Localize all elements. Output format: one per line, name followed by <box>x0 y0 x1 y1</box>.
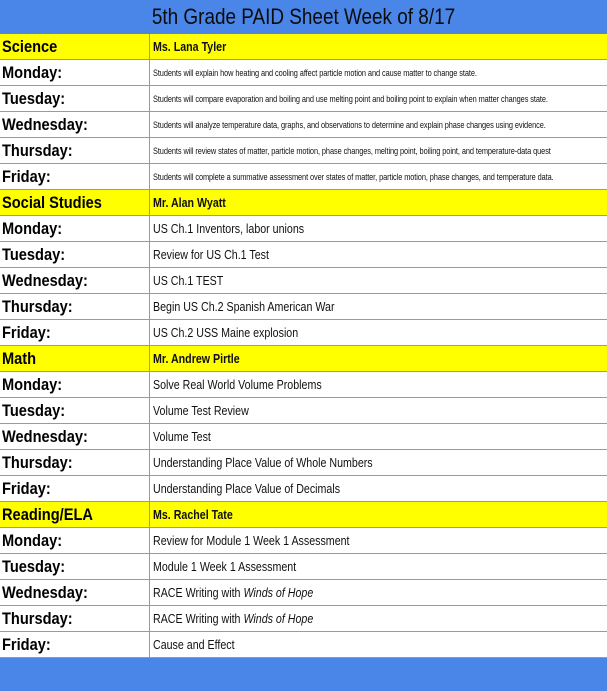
day-row <box>0 242 607 268</box>
lesson-text-wrap <box>153 585 313 600</box>
lesson-text: Review for Module 1 Week 1 Assessment <box>153 533 350 548</box>
day-label[interactable] <box>0 424 150 449</box>
subject-text: Social Studies <box>2 192 102 212</box>
day-text: Monday: <box>2 218 63 238</box>
teacher-name[interactable] <box>150 346 607 371</box>
day-row <box>0 268 607 294</box>
teacher-text: Ms. Rachel Tate <box>153 507 233 522</box>
day-row <box>0 112 607 138</box>
day-text: Thursday: <box>2 452 73 472</box>
lesson-text-wrap <box>153 403 249 418</box>
lesson-cell[interactable] <box>150 528 607 553</box>
lesson-cell[interactable] <box>150 554 607 579</box>
lesson-text: Volume Test Review <box>153 403 249 418</box>
lesson-text: Students will review states of matter, particle motion, phase changes, melting point, boiling point, and temperature-data quest <box>153 145 551 156</box>
day-text: Thursday: <box>2 140 73 160</box>
lesson-text: Module 1 Week 1 Assessment <box>153 559 297 574</box>
lesson-cell[interactable] <box>150 60 607 85</box>
subject-label[interactable] <box>0 190 150 215</box>
lesson-text: Understanding Place Value of Decimals <box>153 481 341 496</box>
lesson-cell[interactable] <box>150 294 607 319</box>
day-text: Wednesday: <box>2 426 88 446</box>
schedule-grid <box>0 34 607 658</box>
lesson-cell[interactable] <box>150 450 607 475</box>
lesson-text-wrap <box>153 481 340 496</box>
day-label[interactable] <box>0 60 150 85</box>
teacher-text: Ms. Lana Tyler <box>153 39 227 54</box>
day-text: Tuesday: <box>2 88 66 108</box>
day-text: Monday: <box>2 374 63 394</box>
day-label[interactable] <box>0 268 150 293</box>
teacher-text: Mr. Alan Wyatt <box>153 195 226 210</box>
lesson-text: Students will analyze temperature data, graphs, and observations to determine and explain phase changes using evidence. <box>153 119 546 130</box>
day-text: Wednesday: <box>2 582 88 602</box>
day-row <box>0 424 607 450</box>
day-row <box>0 86 607 112</box>
lesson-cell[interactable] <box>150 138 607 163</box>
day-label[interactable] <box>0 476 150 501</box>
day-text: Monday: <box>2 530 63 550</box>
day-label[interactable] <box>0 372 150 397</box>
lesson-text: RACE Writing with <box>153 611 244 626</box>
day-text: Tuesday: <box>2 556 66 576</box>
section-header-row <box>0 190 607 216</box>
day-text: Friday: <box>2 166 51 186</box>
lesson-cell[interactable] <box>150 86 607 111</box>
day-row <box>0 554 607 580</box>
lesson-text: Begin US Ch.2 Spanish American War <box>153 299 335 314</box>
lesson-text-wrap <box>153 325 298 340</box>
day-text: Thursday: <box>2 608 73 628</box>
book-title: Winds of Hope <box>243 585 314 600</box>
section-header-row <box>0 34 607 60</box>
day-row <box>0 164 607 190</box>
day-label[interactable] <box>0 242 150 267</box>
section-header-row <box>0 502 607 528</box>
lesson-cell[interactable] <box>150 320 607 345</box>
lesson-text-wrap <box>153 221 304 236</box>
day-label[interactable] <box>0 450 150 475</box>
lesson-cell[interactable] <box>150 398 607 423</box>
day-label[interactable] <box>0 320 150 345</box>
day-label[interactable] <box>0 580 150 605</box>
day-label[interactable] <box>0 632 150 657</box>
lesson-cell[interactable] <box>150 164 607 189</box>
lesson-text-wrap <box>153 94 548 104</box>
day-row <box>0 450 607 476</box>
lesson-text: Students will compare evaporation and boiling and use melting point and boiling point to explain when matter changes state. <box>153 93 548 104</box>
lesson-cell[interactable] <box>150 476 607 501</box>
day-label[interactable] <box>0 112 150 137</box>
lesson-cell[interactable] <box>150 112 607 137</box>
sheet-title: 5th Grade PAID Sheet Week of 8/17 <box>42 0 564 34</box>
teacher-name[interactable] <box>150 502 607 527</box>
lesson-text-wrap <box>153 273 223 288</box>
lesson-text: US Ch.2 USS Maine explosion <box>153 325 299 340</box>
lesson-text: Understanding Place Value of Whole Numbers <box>153 455 373 470</box>
lesson-text: Review for US Ch.1 Test <box>153 247 269 262</box>
day-row <box>0 580 607 606</box>
lesson-text: Students will explain how heating and cooling affect particle motion and cause matter to change state. <box>153 67 477 78</box>
subject-label[interactable] <box>0 34 150 59</box>
lesson-text-wrap <box>153 247 269 262</box>
day-text: Wednesday: <box>2 270 88 290</box>
day-row <box>0 606 607 632</box>
day-label[interactable] <box>0 554 150 579</box>
lesson-cell[interactable] <box>150 268 607 293</box>
day-row <box>0 372 607 398</box>
lesson-cell[interactable] <box>150 242 607 267</box>
day-text: Friday: <box>2 322 51 342</box>
section-header-row <box>0 346 607 372</box>
teacher-name[interactable] <box>150 190 607 215</box>
day-text: Monday: <box>2 62 63 82</box>
lesson-text-wrap <box>153 559 296 574</box>
lesson-cell[interactable] <box>150 216 607 241</box>
day-row <box>0 138 607 164</box>
lesson-text: Volume Test <box>153 429 211 444</box>
subject-label[interactable] <box>0 346 150 371</box>
footer-bar <box>0 658 607 691</box>
day-text: Wednesday: <box>2 114 88 134</box>
day-text: Thursday: <box>2 296 73 316</box>
day-label[interactable] <box>0 138 150 163</box>
lesson-text-wrap <box>153 377 322 392</box>
lesson-text: US Ch.1 Inventors, labor unions <box>153 221 305 236</box>
lesson-text-wrap <box>153 146 551 156</box>
day-label[interactable] <box>0 606 150 631</box>
day-label[interactable] <box>0 86 150 111</box>
day-row <box>0 294 607 320</box>
teacher-name[interactable] <box>150 34 607 59</box>
lesson-text-wrap <box>153 299 335 314</box>
day-text: Tuesday: <box>2 244 66 264</box>
lesson-text-wrap <box>153 533 350 548</box>
day-row <box>0 476 607 502</box>
lesson-text-wrap <box>153 120 546 130</box>
day-text: Friday: <box>2 634 51 654</box>
lesson-cell[interactable] <box>150 606 607 631</box>
day-label[interactable] <box>0 164 150 189</box>
day-row <box>0 398 607 424</box>
lesson-text-wrap <box>153 455 373 470</box>
day-label[interactable] <box>0 216 150 241</box>
lesson-text: Students will complete a summative assessment over states of matter, particle motion, phase changes, and temperature data. <box>153 171 554 182</box>
day-row <box>0 632 607 658</box>
book-title: Winds of Hope <box>243 611 314 626</box>
subject-text: Science <box>2 36 58 56</box>
lesson-text: RACE Writing with <box>153 585 244 600</box>
lesson-text-wrap <box>153 172 554 182</box>
lesson-cell[interactable] <box>150 580 607 605</box>
lesson-cell[interactable] <box>150 632 607 657</box>
day-label[interactable] <box>0 528 150 553</box>
day-row <box>0 320 607 346</box>
teacher-text: Mr. Andrew Pirtle <box>153 351 240 366</box>
day-label[interactable] <box>0 398 150 423</box>
day-text: Tuesday: <box>2 400 66 420</box>
lesson-text-wrap <box>153 68 477 78</box>
lesson-text: US Ch.1 TEST <box>153 273 224 288</box>
day-row <box>0 216 607 242</box>
lesson-cell[interactable] <box>150 372 607 397</box>
day-text: Friday: <box>2 478 51 498</box>
day-label[interactable] <box>0 294 150 319</box>
day-row <box>0 60 607 86</box>
lesson-text: Solve Real World Volume Problems <box>153 377 322 392</box>
lesson-cell[interactable] <box>150 424 607 449</box>
title-bar <box>0 0 607 34</box>
lesson-text-wrap <box>153 637 235 652</box>
subject-text: Math <box>2 348 37 368</box>
lesson-text-wrap <box>153 429 211 444</box>
subject-text: Reading/ELA <box>2 504 93 524</box>
lesson-text-wrap <box>153 611 313 626</box>
day-row <box>0 528 607 554</box>
subject-label[interactable] <box>0 502 150 527</box>
lesson-text: Cause and Effect <box>153 637 235 652</box>
